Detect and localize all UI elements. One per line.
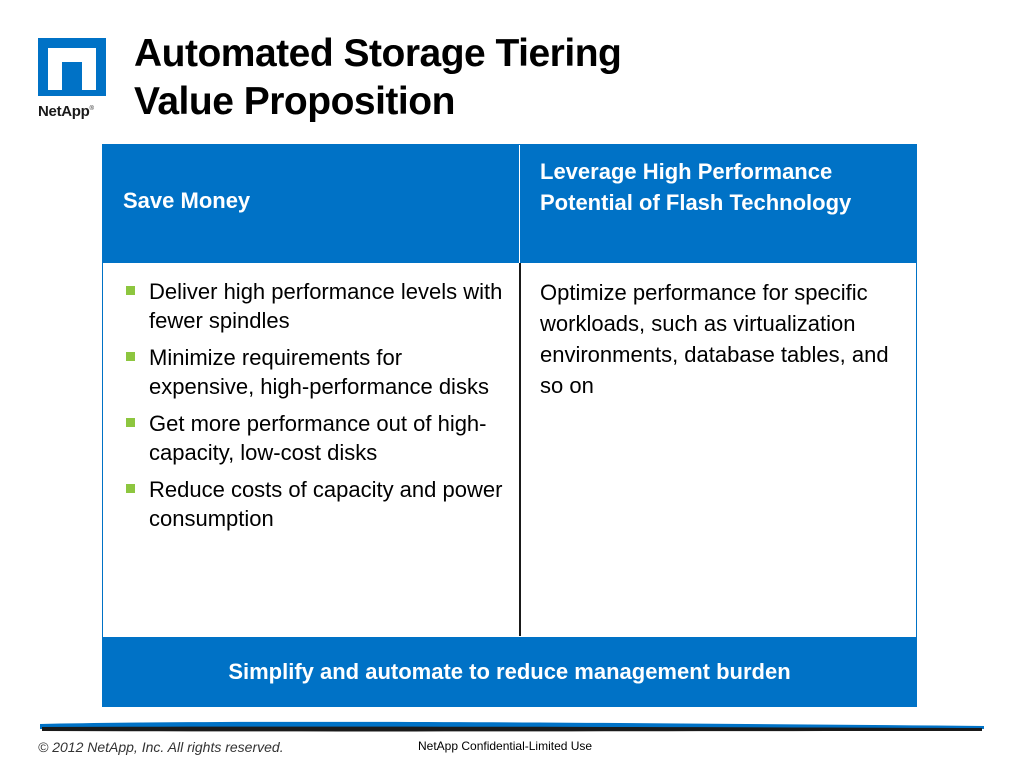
netapp-logo-icon (38, 38, 106, 96)
bullet-square-icon (126, 352, 135, 361)
flash-technology-cell: Optimize performance for specific workloads, such as virtualization environments, database tables, and so on (540, 280, 889, 398)
save-money-cell (103, 263, 519, 636)
header-flash-technology: Leverage High Performance Potential of Flash Technology (520, 145, 916, 263)
slide-title (134, 30, 621, 126)
bullet-square-icon (126, 418, 135, 427)
bullet-list (123, 277, 503, 533)
confidential-label: NetApp Confidential-Limited Use (418, 739, 593, 753)
list-item: Minimize requirements for expensive, high-performance disks (123, 343, 503, 401)
list-item: Reduce costs of capacity and power consumption (123, 475, 503, 533)
logo-wordmark: NetApp® (38, 103, 94, 120)
netapp-logo (38, 38, 112, 122)
footer-brush-stroke (38, 718, 986, 734)
bullet-square-icon (126, 286, 135, 295)
value-proposition-table (102, 144, 917, 707)
title-line-2: Value Proposition (134, 80, 455, 123)
table-footer-banner: Simplify and automate to reduce management burden (103, 637, 916, 706)
list-item: Get more performance out of high-capacity, low-cost disks (123, 409, 503, 467)
copyright-text: © 2012 NetApp, Inc. All rights reserved. (38, 739, 284, 755)
header-save-money: Save Money (103, 145, 519, 263)
bullet-square-icon (126, 484, 135, 493)
list-item: Deliver high performance levels with fewer spindles (123, 277, 503, 335)
title-line-1: Automated Storage Tiering (134, 32, 622, 75)
